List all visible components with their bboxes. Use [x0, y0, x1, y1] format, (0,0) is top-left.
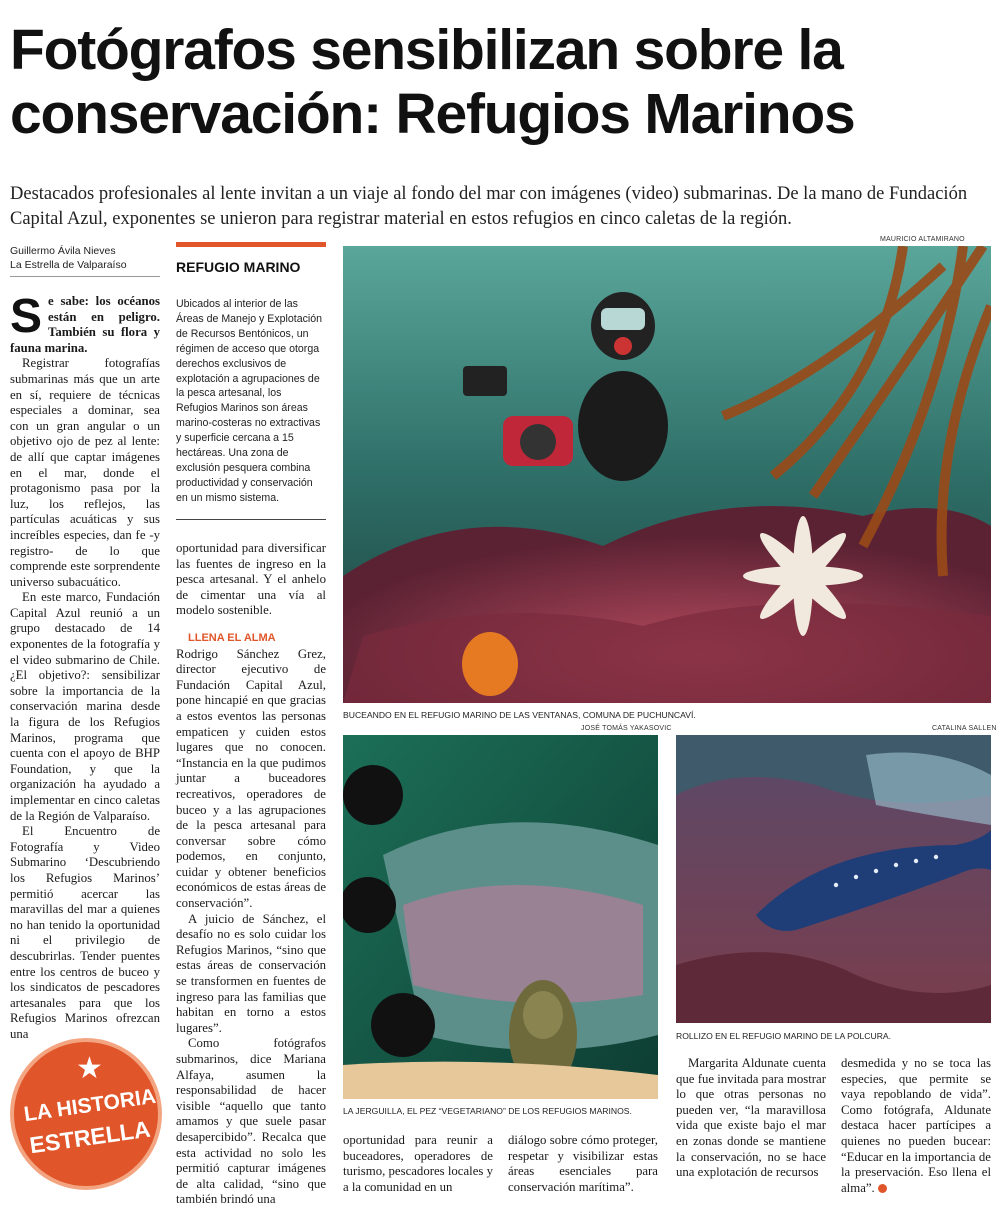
photo-credit: MAURICIO ALTAMIRANO: [880, 236, 965, 243]
byline-divider: [10, 276, 160, 277]
paragraph: El Encuentro de Fotografía y Video Submarino ‘Descubriendo los Refugios Marinos’ permitió acercar las maravillas del mar a quienes no han tenido la oportunidad ni el privilegio de descubrirlas. Tender puentes entre los centros de buceo y los sindicatos de pescadores artesanales para que los Refugios Marinos ofrezcan una: [10, 824, 160, 1041]
headline: Fotógrafos sensibilizan sobre la conservación: Refugios Marinos: [10, 18, 855, 146]
badge-line-1: LA HISTORIA: [22, 1084, 158, 1127]
lead-text: e sabe: los océanos están en peligro. También su flora y fauna marina.: [10, 294, 160, 355]
lead-paragraph: [10, 290, 160, 356]
sidebar-text: Ubicados al interior de las Áreas de Manejo y Explotación de Recursos Bentónicos, un régimen de acceso que otorga derechos exclusivos de explotación a agrupaciones de la pesca artesanal, los Refugios Marinos son áreas marino-costeras no extractivas y superficie cercana a 15 hectáreas. Una zona de exclusión pesquera combina productividad y conservación en un mismo sistema.: [176, 298, 323, 504]
article-column-3: [343, 1133, 493, 1195]
byline-author: Guillermo Ávila Nieves: [10, 245, 116, 257]
paragraph: Registrar fotografías submarinas más que un arte en sí, requiere de técnicas especiales a dominar, sea con un gran angular o un objetivo ojo de pez al lente: de allí que captar imágenes en el mar, donde el protagonismo pasa por la luz, los reflejos, las partículas acuáticas y sus increíbles especies, dan fe -y registro- de lo que comprende este sorprendente universo subacuático.: [10, 356, 160, 589]
rollizo-photo: [676, 735, 991, 1023]
paragraph: oportunidad para diversificar las fuentes de ingreso en la pesca artesanal. Y el anhelo de cimentar una vía al modelo sostenible.: [176, 541, 326, 618]
sidebar-top-rule: [176, 242, 326, 247]
photo-credit: JOSÉ TOMÁS YAKASOVIC: [581, 725, 672, 732]
article-column-6: [841, 1056, 991, 1196]
star-icon: ★: [76, 1051, 103, 1086]
section-subhead: LLENA EL ALMA: [188, 631, 276, 644]
paragraph: Rodrigo Sánchez Grez, director ejecutivo de Fundación Capital Azul, pone hincapié en que gracias a estos eventos las personas empaticen y cuiden estos lugares que no conocen. “Instancia en la que pudimos juntar a buceadores recreativos, operadores de buceo y a las agrupaciones de la pesca artesanal para conversar sobre cómo podemos, en conjunto, cuidar y obtener beneficios económicos de estas áreas de conservación”.: [176, 646, 326, 911]
byline-outlet: La Estrella de Valparaíso: [10, 259, 127, 271]
paragraph: Como fotógrafos submarinos, dice Mariana Alfaya, asumen la responsabilidad de hacer visible “aquello que tanto amamos y que suele pasar desapercibido”. Recalca que esta actividad no solo les permitió capturar imágenes de alta calidad, “sino que también brindó una: [176, 1036, 326, 1207]
paragraph: oportunidad para reunir a buceadores, operadores de turismo, pescadores locales y a la comunidad en un: [343, 1133, 493, 1194]
jerguilla-photo: [343, 735, 658, 1099]
photo-credit: CATALINA SALLEN: [932, 725, 997, 732]
diver-photo: [343, 246, 991, 703]
photo-caption: LA JERGUILLA, EL PEZ “VEGETARIANO” DE LOS REFUGIOS MARINOS.: [343, 1106, 632, 1116]
paragraph: A juicio de Sánchez, el desafío no es solo cuidar los Refugios Marinos, “sino que estas áreas de conservación se transformen en fuentes de ingreso para las familias que habitan en torno a estos lugares”.: [176, 911, 326, 1035]
article-column-5: [676, 1056, 826, 1181]
sidebar-title: REFUGIO MARINO: [176, 259, 301, 275]
article-column-1: [10, 290, 160, 1043]
article-column-4: [508, 1133, 658, 1195]
sidebar-bottom-rule: [176, 519, 326, 520]
photo-caption: ROLLIZO EN EL REFUGIO MARINO DE LA POLCURA.: [676, 1031, 892, 1041]
paragraph: Margarita Aldunate cuenta que fue invitada para mostrar lo que otras personas no pueden ver, “la maravillosa vida que existe bajo el mar en zonas donde se mantiene la conservación, no se hace una explotación de recursos: [676, 1056, 826, 1180]
paragraph: [841, 1056, 991, 1196]
article-column-2: [176, 541, 326, 1208]
photo-caption: BUCEANDO EN EL REFUGIO MARINO DE LAS VENTANAS, COMUNA DE PUCHUNCAVÍ.: [343, 710, 696, 720]
end-mark-icon: [878, 1184, 887, 1193]
badge-line-2: ESTRELLA: [28, 1115, 152, 1159]
deck: Destacados profesionales al lente invitan a un viaje al fondo del mar con imágenes (video) submarinas. De la mano de Fundación Capital Azul, exponentes se unieron para registrar material en estos refugios en cinco caletas de la región.: [10, 184, 968, 229]
paragraph: diálogo sobre cómo proteger, respetar y visibilizar estas áreas esenciales para conservación marítima”.: [508, 1133, 658, 1194]
byline: [10, 244, 160, 272]
dropcap: S: [10, 290, 43, 343]
historia-estrella-badge: [10, 1038, 162, 1190]
paragraph: En este marco, Fundación Capital Azul reunió a un grupo destacado de 14 exponentes de la fotografía y el video submarino de Chile. ¿El objetivo?: sensibilizar sobre la importancia de la conservación marina desde la figura de los Refugios Marinos, programa que cuenta con el apoyo de BHP Foundation, y que la organización ha ayudado a implementar en cinco caletas de la Región de Valparaíso.: [10, 590, 160, 823]
paragraph-text: desmedida y no se toca las especies, que permite se vaya repoblando de vida”. Como fotógrafa, Aldunate destaca hacer partícipes a quienes no pueden bucear: “Educar en la importancia de la preservación. Eso llena el alma”.: [841, 1056, 991, 1195]
